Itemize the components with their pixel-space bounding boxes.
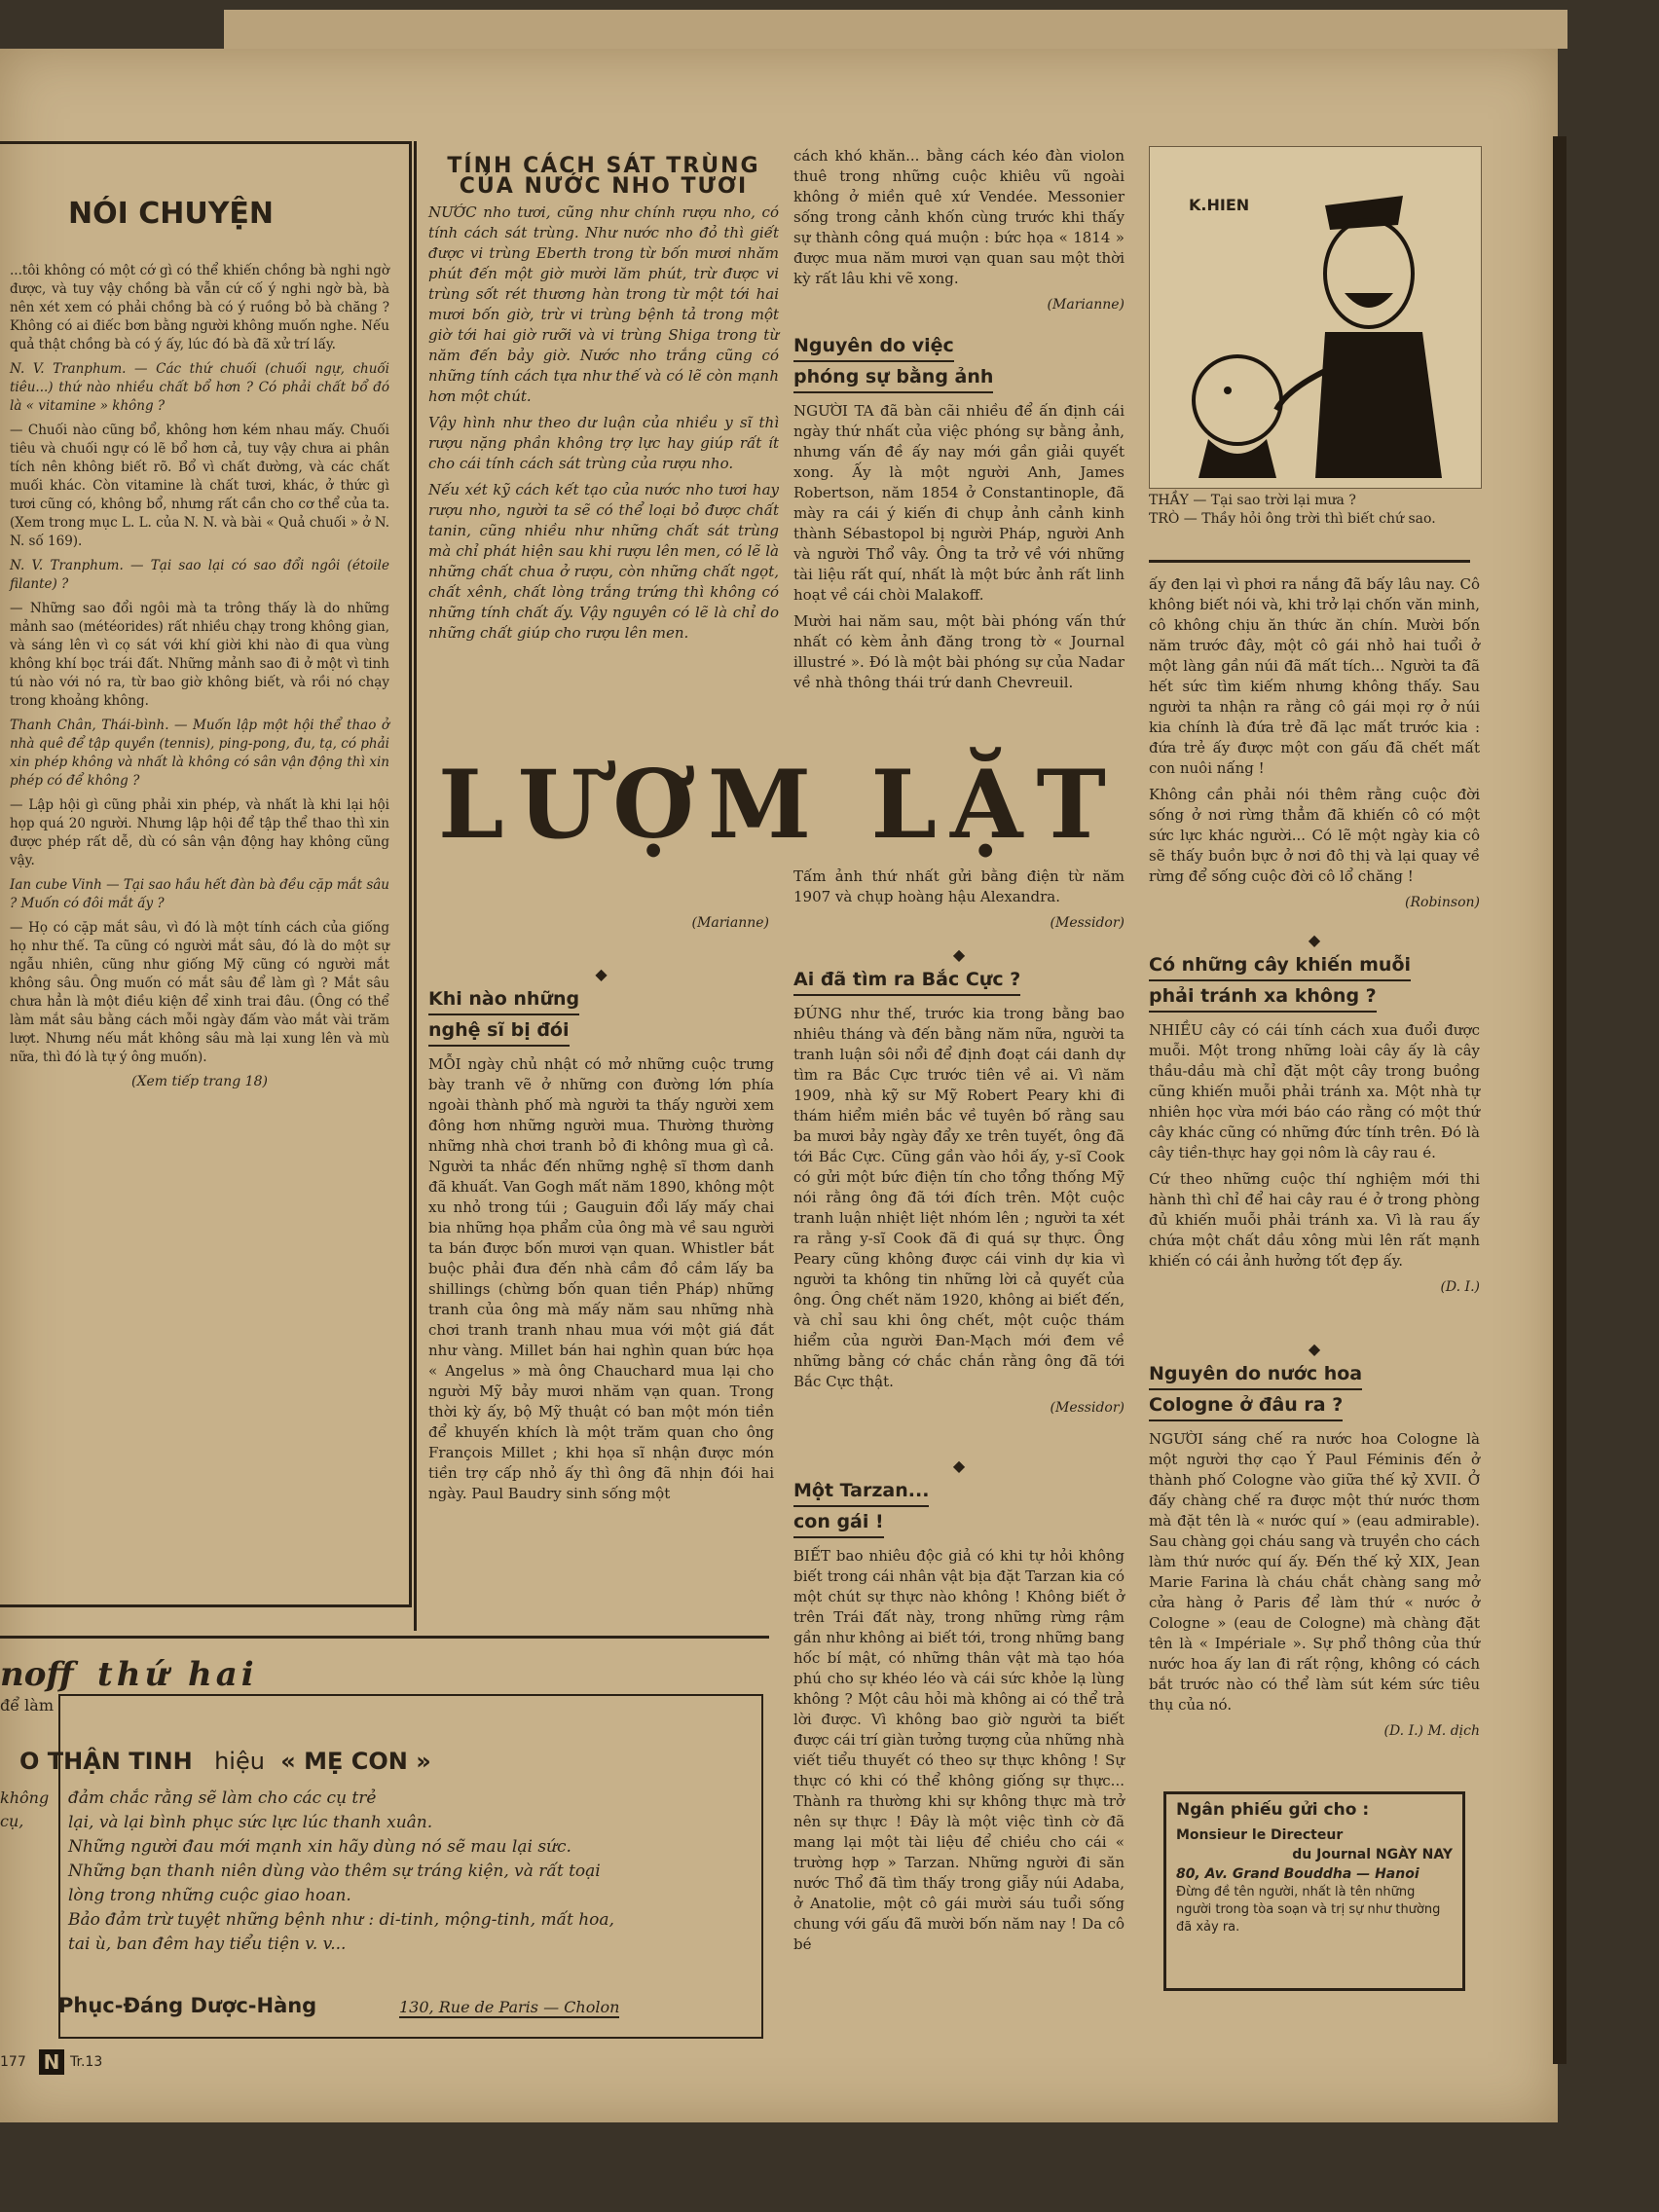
ad-address: 130, Rue de Paris — Cholon — [399, 1998, 620, 2016]
product-prefix: O THẬN TINH — [19, 1748, 193, 1775]
ad-heading: thứ hai — [97, 1655, 258, 1694]
article-photo-reportage — [793, 331, 1124, 699]
photo-reportage-continued — [793, 866, 1124, 940]
article-tarzan — [793, 1456, 1124, 1961]
paragraph: Không cần phải nói thêm rằng cuộc đời sống ở nơi rừng thẳm đã khiến cô có một sức lực khác người... Có lẽ một ngày kia cô sẽ thấy buồn bực ở nơi đô thị và lại quay về rừng để sống cuộc đời cô lổ chăng ! — [1149, 786, 1480, 885]
paragraph: MỖI ngày chủ nhật có mở những cuộc trưng bày tranh vẽ ở những con đường lớn phía ngoài thành phố mà người ta thấy người xem đông hơn những người mua. Thường thường những nhà chơi tranh bỏ đi không mua gì cả. Người ta nhắc đến những nghệ sĩ thơm danh đã khuất. Van Gogh mất năm 1890, không một xu nhỏ trong túi ; Gauguin đổi lấy mấy chai bia những họa phẩm của ông mà về sau người ta bán được bốn mươi vạn quan. Whistler bắt buộc phải đưa đến nhà cầm đồ cầm lấy ba shillings (chừng bốn quan tiền Pháp) những tranh của ông mà mấy năm sau những nhà chơi tranh tranh nhau mua với một giá đắt như vàng. Millet bán hai nghìn quan bức họa « Angelus » mà ông Chauchard mua lại cho người Mỹ bảy mươi nhăm vạn quan. Trong thời kỳ ấy, bộ Mỹ thuật có ban một món tiền để khuyến khích là một trăm quan cho ông François Millet ; khi họa sĩ nhận được món tiền trợ cấp nhỏ ấy thì ông đã nhịn đói hai ngày. Paul Baudry sinh sống một — [428, 1055, 774, 1502]
article-artists — [428, 964, 774, 1510]
article-cite: (D. I.) M. dịch — [1383, 1723, 1480, 1739]
footer-page-number: Tr.13 — [70, 2054, 103, 2070]
column-4-mid — [1149, 574, 1480, 919]
paragraph: — Chuối nào cũng bổ, không hơn kém nhau mấy. Chuối tiêu và chuối ngự có lẽ bổ hơn cả, tuy vậy chưa ai phân tích nên không biết rõ. Bổ vì chất đường, và các chất muối khác. Còn vitamine là chất tươi, khác, ở thức gì tươi cũng có, không bổ, nhưng rất cần cho cơ thể của ta. (Xem trong mục L. L. của N. N. và bài « Quả chuối » ở N. N. số 169). — [10, 423, 389, 549]
divider — [1149, 560, 1470, 563]
paragraph: N. V. Tranphum. — Tại sao lại có sao đổi ngôi (étoile filante) ? — [10, 558, 389, 592]
paragraph: ...tôi không có một cớ gì có thể khiến chồng bà nghi ngờ được, và tuy vậy chồng bà vẫn cứ cố ý nghi ngờ bà, bà nên xét xem có phải chồng bà có ý ruồng bỏ bà chăng ? Không có ai điếc bơn bằng người không muốn nghe. Nếu quả thật chồng bà có ý ấy, lúc đó bà đã xử trí lấy. — [10, 263, 389, 352]
paragraph: — Những sao đổi ngôi mà ta trông thấy là do những mảnh sao (météorides) rất nhiều chạy trong không gian, và sáng lên vì cọ sát với khí giời khi nào đi qua vùng không khí bọc trái đất. Những mảnh sao đi ở một vì tinh tú nào với nó ra, từ bao giờ không biết, và rồi nó chạy trong khoảng không. — [10, 601, 389, 709]
advertisement — [0, 1636, 769, 2045]
see-more: (Xem tiếp trang 18) — [131, 1074, 268, 1089]
mail-line: Đừng đề tên người, nhất là tên những người trong tòa soạn và trị sự như thường đã xảy ra. — [1176, 1885, 1441, 1935]
cartoon-signature: K.HIEN — [1189, 196, 1250, 214]
article-trees — [1149, 930, 1480, 1304]
ad-line: tai ù, ban đêm hay tiểu tiện v. v... — [68, 1935, 347, 1954]
cartoon-caption — [1149, 492, 1480, 529]
ad-left-side — [0, 1787, 49, 1833]
diamond-icon: ◆ — [595, 965, 608, 983]
paragraph: ĐÚNG như thế, trước kia trong bằng bao nhiêu tháng và đến bằng năm nữa, người ta tranh luận sôi nổi để định đoạt cái danh dự tìm ra Bắc Cực trước tiên về ai. Vì năm 1909, nhà kỹ sư Mỹ Robert Peary khi đi thám hiểm miền bắc về tuyên bố rằng sau ba mươi bảy ngày đẩy xe trên tuyết, ông đã tới Bắc Cực. Cũng gần vào hồi ấy, y-sĩ Cook có gửi một bức điện tín cho tổng thống Mỹ nói rằng ông đã tới đích trên. Một cuộc tranh luận nhiệt liệt nhóm lên ; người ta xét ra rằng y-sĩ Cook đã đi quá sự thực. Ông Peary cũng không được cái vinh dự kia vì người ta không tin những lời cả quyết của ông. Ông chết năm 1920, không ai biết đến, và chỉ sau khi ông chết, một cuộc thám hiểm của người Đan-Mạch mới đem về những bằng cớ chắc chắn rằng ông đã tới Bắc Cực thật. — [793, 1005, 1124, 1390]
background-paper-strip — [224, 10, 1567, 49]
paragraph: Cứ theo những cuộc thí nghiệm mới thi hành thì chỉ để hai cây rau é ở trong phòng đủ khiến muỗi phải tránh xa. Vì là rau ấy chứa một chất dầu xông mùi lên rất mạnh khiến có cái ảnh hưởng tốt đẹp ấy. — [1149, 1170, 1480, 1270]
article-cite: (Messidor) — [1050, 1400, 1124, 1416]
cartoon-illustration — [1149, 146, 1482, 489]
caption-line: TRÒ — Thầy hỏi ông trời thì biết chứ sao. — [1149, 511, 1436, 527]
diamond-icon: ◆ — [952, 1456, 966, 1475]
column-divider — [1553, 136, 1567, 2064]
footer-page-left: 177 — [0, 2054, 26, 2070]
newspaper-logo-icon: N — [39, 2049, 64, 2075]
mail-box-title: Ngân phiếu gửi cho : — [1176, 1800, 1370, 1820]
side-text: cụ, — [0, 1812, 24, 1830]
article-title: CỦA NƯỚC NHO TƯƠI — [459, 174, 749, 199]
paragraph: NƯỚC nho tươi, cũng như chính rượu nho, có tính cách sát trùng. Như nước nho đỏ thì giết được vi trùng Eberth trong từ bốn mươi nhăm phút đến một giờ mười lăm phút, trừ được vi trùng sốt rét thương hàn trong từ một tới hai mươi bốn giờ, trừ vi trùng bệnh tả trong một giờ tới hai giờ rưỡi và vi trùng Shiga trong từ năm đến bảy giờ. Nước nho trắng cũng có những tính cách tựa như thế và có lẽ còn mạnh hơn một chút. — [428, 203, 779, 405]
diamond-icon: ◆ — [1308, 1340, 1321, 1358]
article-title: Nguyên do việc — [793, 331, 954, 362]
paragraph: — Lập hội gì cũng phải xin phép, và nhất là khi lại hội họp quá 20 người. Nhưng lập hội để tập thể thao thì xin được phép rất dễ, dù có sân vận động hay không cũng vậy. — [10, 797, 389, 868]
ad-product — [19, 1748, 431, 1775]
article-title: phải tránh xa không ? — [1149, 981, 1377, 1013]
ad-line: lòng trong những cuộc giao hoan. — [68, 1886, 351, 1905]
article-cologne — [1149, 1339, 1480, 1748]
article-cite: (D. I.) — [1440, 1279, 1480, 1295]
paragraph: Vậy hình như theo dư luận của nhiều y sĩ thì rượu nặng phần không trợ lực hay giúp rất ít cho cái tính cách sát trùng của rượu nho. — [428, 414, 779, 472]
mail-line: du Journal NGÀY NAY — [1292, 1847, 1453, 1862]
divider — [0, 1636, 769, 1639]
ad-line: Những người đau mới mạnh xin hãy dùng nó sẽ mau lại sức. — [68, 1837, 571, 1857]
column-3-top — [793, 146, 1124, 321]
paragraph: NGƯỜI sáng chế ra nước hoa Cologne là một người thợ cạo Ý Paul Féminis đến ở thành phố Cologne vào giữa thế kỷ XVII. Ở đấy chàng chế ra được một thứ nước thơm mà đặt tên là « nước quí » (eau admirable). Sau chàng gọi cháu sang và truyền cho cách làm thứ nước quí ấy. Đến thế kỷ XIX, Jean Marie Farina là cháu chắt chàng sang mở cửa hàng ở Paris để làm thứ « nước ở Cologne » (eau de Cologne) mà chàng đặt tên là « Impériale ». Sự phổ thông của thứ nước hoa ấy lan đi rất rộng, không có cách bắt trước nào có thể làm sút kém sức tiêu thụ của nó. — [1149, 1430, 1480, 1714]
paragraph: NGƯỜI TA đã bàn cãi nhiều để ấn định cái ngày thứ nhất của việc phóng sự bằng ảnh, nhưng vấn đề ấy nay mới gần giải quyết xong. Ấy là một người Anh, James Robertson, năm 1854 ở Constantinople, đã mày ra cái ý kiến đi chụp ảnh cảnh kinh thành Sébastopol bị người Pháp, người Anh và người Thổ vây. Ông ta trở về với những tài liệu rất quí, nhất là một bức ảnh rất linh hoạt về cái chòi Malakoff. — [793, 402, 1124, 604]
ad-left-fragment: để làm — [0, 1696, 54, 1714]
ad-line: Bảo đảm trừ tuyệt những bệnh như : di-tinh, mộng-tinh, mất hoa, — [68, 1910, 614, 1930]
diamond-icon: ◆ — [952, 945, 966, 964]
ad-seller: Phục-Đáng Dược-Hàng — [58, 1994, 317, 2017]
product-middle: hiệu — [214, 1748, 265, 1775]
mail-box — [1163, 1791, 1465, 1991]
article-title: Một Tarzan... — [793, 1476, 929, 1507]
article-cite: (Robinson) — [1405, 895, 1480, 910]
paragraph: NHIỀU cây có cái tính cách xua đuổi được muỗi. Một trong những loài cây ấy là cây thầu-dầu mà chỉ đặt một cây trong buồng cũng khiến muỗi phải tránh xa. Một nhà tự nhiên học vừa mới báo cáo rằng có một thứ cây khác cũng có những đức tính trên. Đó là cây tiền-thực hay gọi nôm là cây rau é. — [1149, 1021, 1480, 1161]
ad-line: Những bạn thanh niên dùng vào thêm sự tráng kiện, và rất toại — [68, 1862, 601, 1881]
caption-line: THẦY — Tại sao trời lại mưa ? — [1149, 493, 1356, 508]
cartoon-drawing-icon — [1150, 147, 1481, 488]
ad-body — [68, 1787, 750, 1957]
paragraph: Nếu xét kỹ cách kết tạo của nước nho tươi hay rượu nho, người ta sẽ có thể loại bỏ được chất tanin, cũng nhiều như những chất sát trùng mà chỉ phát hiện sau khi rượu lên men, có lẽ là những chất chua ở rượu, còn những chất ngọt, chất xênh, chất lòng trắng trứng thì không có những tính chất ấy. Vậy nguyên có lẽ là chỉ do những chất giúp cho rượu lên men. — [428, 481, 779, 642]
article-north-pole — [793, 944, 1124, 1424]
paragraph: Mười hai năm sau, một bài phóng vấn thứ nhất có kèm ảnh đăng trong tờ « Journal illustré ». Đó là một bài phóng sự của Nadar về nhà thông thái trứ danh Chevreuil. — [793, 612, 1124, 691]
ad-line: lại, và lại bình phục sức lực lúc thanh xuân. — [68, 1813, 433, 1832]
paragraph: BIẾT bao nhiêu độc giả có khi tự hỏi không biết trong cái nhân vật bịa đặt Tarzan kia có một chút sự thực nào không ! Không biết ở trên Trái đất này, trong những rừng rậm gần như không ai biết tới, trong những bang hốc bí mật, có những thân vật mà tạo hóa phú cho sự khéo léo và cái sức khỏe lạ lùng không ? Một câu hỏi mà không ai có thể trả lời được. Vì không bao giờ người ta biết được cái trí giàn tưởng tượng của những nhà viết tiểu thuyết có theo sự thực không ! Sự thực có khi có thể không giống sự thực... Thành ra thường khi sự không thực mà trở nên sự thực ! Đây là một việc tình cờ đã mang lại một tài liệu để chiều cho cái « trường hợp » Tarzan. Những người đi săn nước Thổ đã tìm thấy trong giẫy núi Adaba, ở Anatolie, một cô gái mười sáu tuổi sống chung với gấu đã mười bốn năm nay ! Da cô bé — [793, 1547, 1124, 1953]
paragraph: ấy đen lại vì phơi ra nắng đã bấy lâu nay. Cô không biết nói và, khi trở lại chốn văn minh, cô không chịu ăn thức ăn chín. Mười bốn năm trước đây, một cô gái nhỏ hai tuổi ở một làng gần núi đã mất tích... Người ta đã hết sức tìm kiếm nhưng không thấy. Sau người ta nhận ra rằng cô gái mọi rợ ở núi kia chính là đứa trẻ đã lạc mất trước kia : đứa trẻ ấy được một con gấu đã chết mất con nuôi nấng ! — [1149, 575, 1480, 777]
mail-line: Monsieur le Directeur — [1176, 1827, 1344, 1843]
mail-line: 80, Av. Grand Bouddha — Hanoi — [1176, 1866, 1419, 1882]
diamond-icon: ◆ — [1308, 931, 1321, 949]
column-divider — [414, 141, 417, 1631]
ad-line: đảm chắc rằng sẽ làm cho các cụ trẻ — [68, 1788, 377, 1808]
article-cite: (Marianne) — [691, 915, 769, 931]
paragraph: Tấm ảnh thứ nhất gửi bằng điện từ năm 1907 và chụp hoàng hậu Alexandra. — [793, 867, 1124, 905]
article-cite: (Marianne) — [1047, 297, 1124, 313]
left-column — [10, 197, 389, 1097]
side-text: không — [0, 1788, 50, 1807]
left-column-title: NÓI CHUYỆN — [68, 197, 275, 231]
paragraph: — Họ có cặp mắt sâu, vì đó là một tính cách của giống họ như thế. Ta cũng có người mắt sâu, đó là do một sự ngẫu nhiên, cũng như giống Mỹ cũng có người mắt không sâu. Ông muốn có mắt sâu để làm gì ? Mắt sâu chưa hẳn là một điều kiện để xinh trai đâu. (Ông có thể làm mắt sâu bằng cách mỗi ngày đấm vào mắt vài trăm lượt. Nhưng nếu mắt không sâu mà lại xung lên và mù nữa, thì đó là tự ý ông muốn). — [10, 920, 389, 1065]
article-cite: (Messidor) — [1050, 915, 1124, 931]
ad-heading-fragment: noff — [0, 1655, 74, 1694]
paragraph: Ian cube Vinh — Tại sao hầu hết đàn bà đều cặp mắt sâu ? Muốn có đôi mắt ấy ? — [10, 877, 389, 911]
article-title: Cologne ở đâu ra ? — [1149, 1390, 1343, 1421]
article-title: phóng sự bằng ảnh — [793, 362, 993, 393]
article-title: nghệ sĩ bị đói — [428, 1015, 570, 1047]
article-title: Có những cây khiến muỗi — [1149, 950, 1411, 981]
paragraph: Thanh Chân, Thái-bình. — Muốn lập một hội thể thao ở nhà quê để tập quyền (tennis), ping-pong, đu, tạ, có phải xin phép không và nhất là không có sân vận động thì xin phép có để không ? — [10, 718, 389, 789]
article-antiseptic — [428, 156, 779, 649]
paragraph: N. V. Tranphum. — Các thứ chuối (chuối ngự, chuối tiêu...) thứ nào nhiều chất bổ hơn ? Có phải chất bổ đó là « vitamine » không ? — [10, 361, 389, 414]
product-name: « MẸ CON » — [280, 1748, 431, 1775]
article-title: Nguyên do nước hoa — [1149, 1359, 1362, 1390]
section-title: LƯỢM LẶT — [438, 750, 1120, 860]
article-title: Khi nào những — [428, 984, 579, 1015]
article-title: TÍNH CÁCH SÁT TRÙNG — [447, 154, 760, 178]
article-title: Ai đã tìm ra Bắc Cực ? — [793, 965, 1020, 996]
paragraph: cách khó khăn... bằng cách kéo đàn violon thuê trong những cuộc khiêu vũ ngoài không ở miền quê xứ Vendée. Messonier sống trong cảnh khốn cùng trước khi thấy sự thành công quá muộn : bức họa « 1814 » được mua năm mươi vạn quan sau một thời kỳ rất lâu khi vẽ xong. — [793, 147, 1124, 287]
article-title: con gái ! — [793, 1507, 884, 1538]
